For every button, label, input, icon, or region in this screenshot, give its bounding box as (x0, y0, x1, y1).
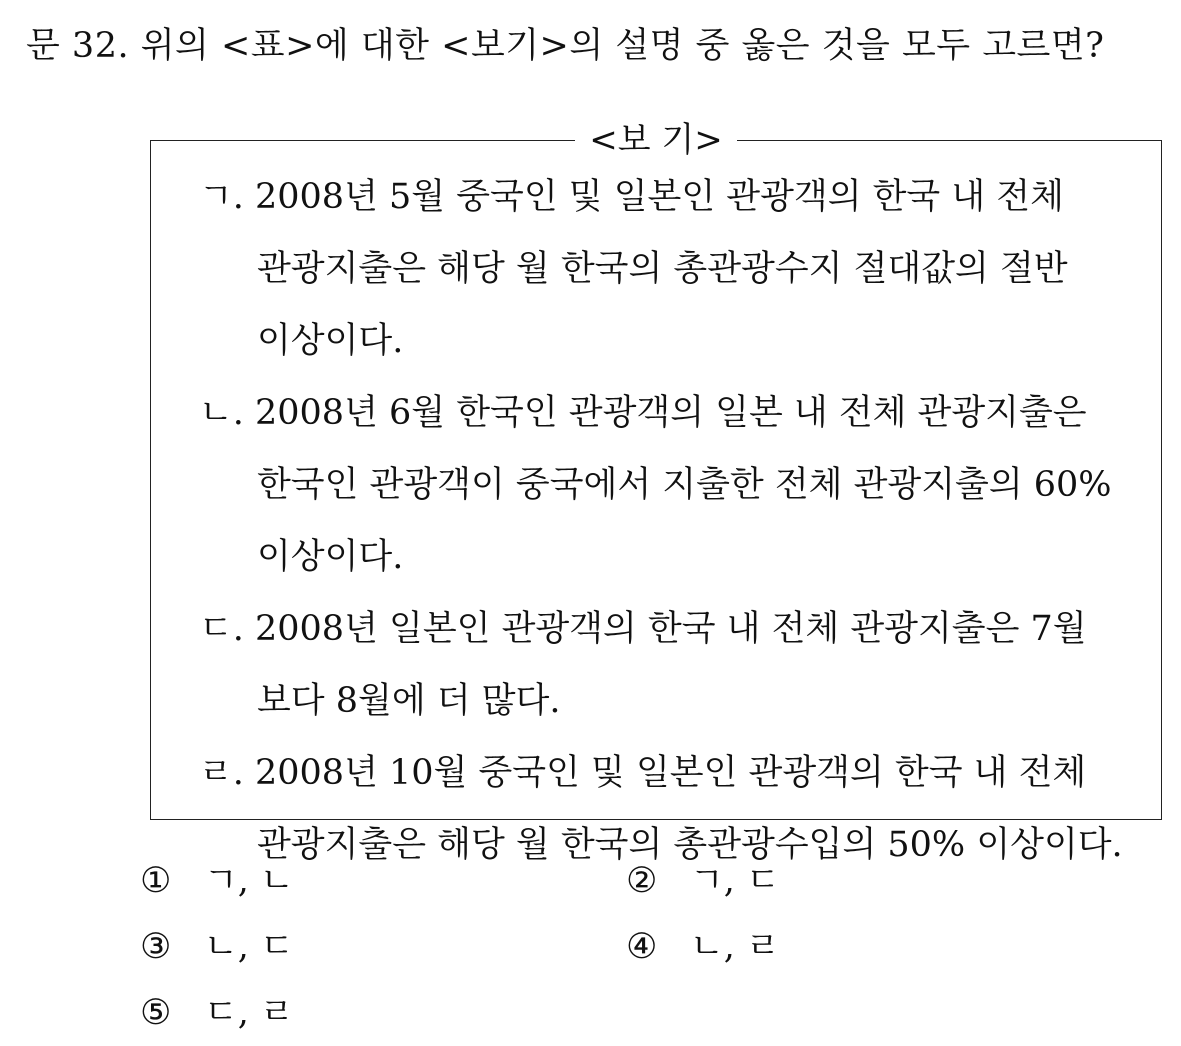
choice-text: ㄷ, ㄹ (204, 993, 294, 1033)
bogi-item-line: 관광지출은 해당 월 한국의 총관광수입의 50% 이상이다. (257, 825, 1123, 865)
bogi-item-line: 2008년 6월 한국인 관광객의 일본 내 전체 관광지출은 (255, 393, 1087, 433)
bogi-item-line: 2008년 5월 중국인 및 일본인 관광객의 한국 내 전체 (255, 177, 1064, 217)
bogi-item-nieun (199, 377, 1139, 593)
bogi-item-marker: ㄷ. (199, 609, 244, 649)
question-text: 문 32. 위의 <표>에 대한 <보기>의 설명 중 옳은 것을 모두 고르면? (26, 26, 1105, 66)
choice-2[interactable] (626, 848, 780, 914)
choice-3[interactable] (140, 914, 294, 980)
bogi-item-giyeok (199, 161, 1139, 377)
choice-4[interactable] (626, 914, 780, 980)
choice-number: ③ (140, 927, 172, 967)
bogi-item-line: 관광지출은 해당 월 한국의 총관광수지 절대값의 절반 (257, 249, 1068, 289)
choice-number: ① (140, 861, 172, 901)
bogi-item-digeut (199, 593, 1139, 737)
choice-5[interactable] (140, 980, 294, 1046)
bogi-item-marker: ㄱ. (199, 177, 244, 217)
bogi-item-line: 한국인 관광객이 중국에서 지출한 전체 관광지출의 60% (257, 465, 1112, 505)
choice-number: ② (626, 861, 658, 901)
bogi-item-line: 보다 8월에 더 많다. (257, 681, 561, 721)
bogi-item-line: 이상이다. (257, 321, 404, 361)
bogi-item-line: 2008년 일본인 관광객의 한국 내 전체 관광지출은 7월 (255, 609, 1087, 649)
choice-number: ⑤ (140, 993, 172, 1033)
choice-text: ㄴ, ㄷ (204, 927, 294, 967)
choice-text: ㄱ, ㄷ (690, 861, 780, 901)
bogi-item-marker: ㄹ. (199, 753, 244, 793)
choice-text: ㄱ, ㄴ (204, 861, 294, 901)
bogi-item-marker: ㄴ. (199, 393, 244, 433)
choice-number: ④ (626, 927, 658, 967)
bogi-item-line: 이상이다. (257, 537, 404, 577)
bogi-item-line: 2008년 10월 중국인 및 일본인 관광객의 한국 내 전체 (255, 753, 1087, 793)
bogi-title (151, 117, 1161, 163)
bogi-title-label: <보 기> (575, 120, 736, 160)
choice-text: ㄴ, ㄹ (690, 927, 780, 967)
choice-1[interactable] (140, 848, 294, 914)
bogi-box (150, 120, 1162, 865)
